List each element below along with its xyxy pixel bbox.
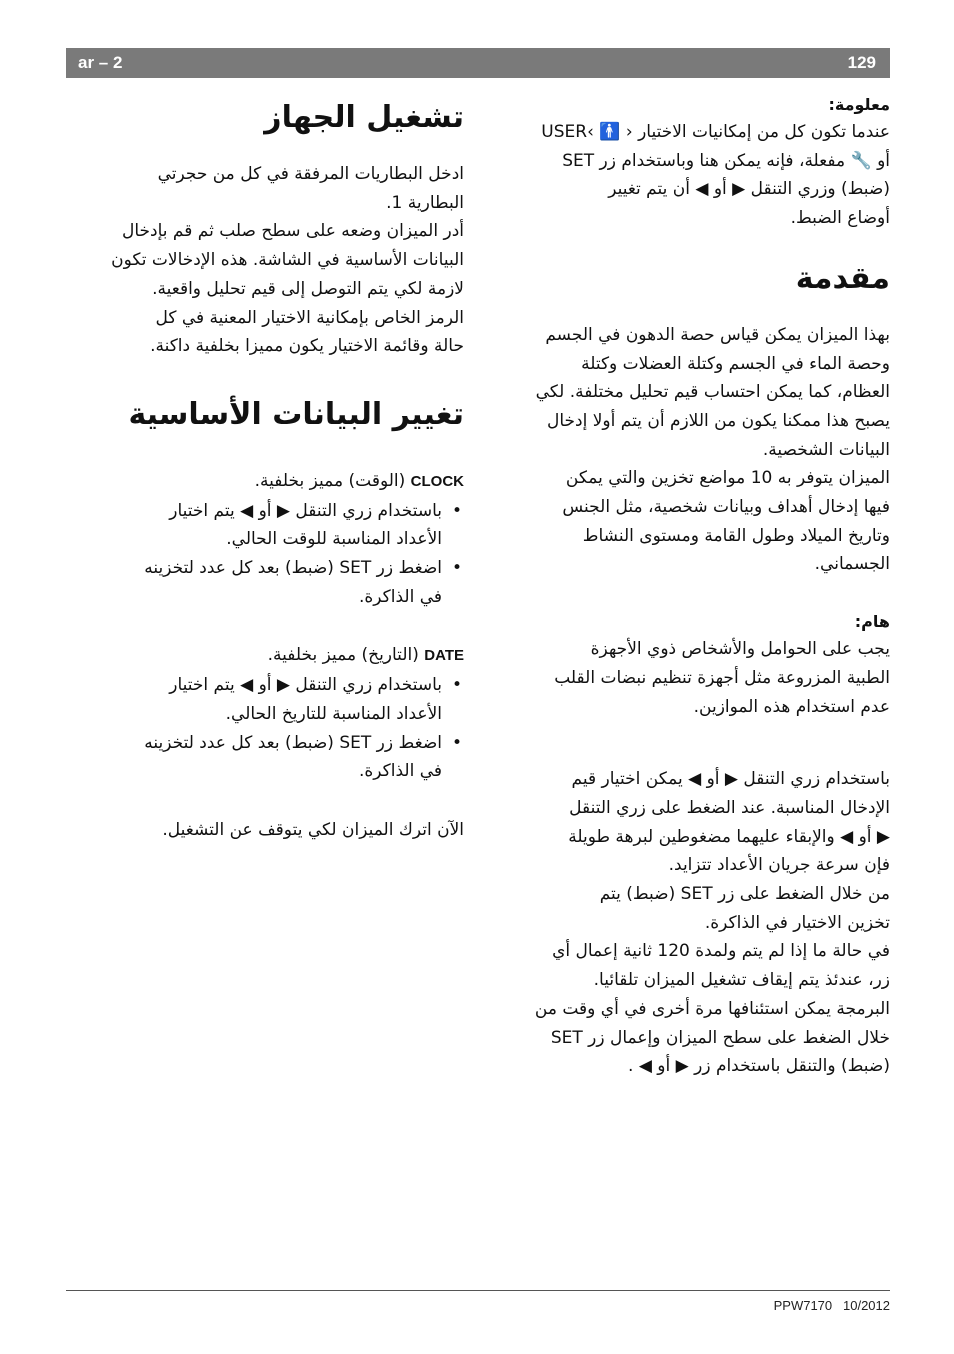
important-line: يجب على الحوامل والأشخاص ذوي الأجهزة [590,639,890,660]
memory-line: الميزان يتوفر به 10 مواضع تخزين والتي يمكن [565,468,890,489]
navigation-line: ▶ أو ◀ والإبقاء عليهما مضغوطين لبرهة طويلة [568,826,890,847]
intro-line: البيانات الشخصية. [762,439,890,460]
clock-bullet-list [66,497,464,612]
clock-keyword: CLOCK [410,472,464,490]
leave-line: الآن اترك الميزان لكي يتوقف عن التشغيل. [162,819,464,840]
info-line: عندما تكون كل من إمكانيات الاختيار ‹ 🚹 ›USER [541,122,890,142]
model-number: PPW7170 [773,1298,833,1313]
info-line: (ضبط) وزري التنقل ▶ أو ◀ أن يتم تغيير [608,179,890,200]
info-line: أوضاع الضبط. [790,208,890,229]
language-code: ar – 2 [78,53,123,72]
list-item: • اضغط زر SET (ضبط) بعد كل عدد لتخزينه في الذاكرة. [66,729,464,786]
resume-line: خلال الضغط على سطح الميزان وإعمال زر SET [550,1027,890,1048]
clock-line [66,467,464,497]
memory-line: وتاريخ الميلاد وطول القامة ومستوى النشاط [582,525,890,546]
symbol-line: الرمز الخاص بإمكانية الاختيار المعنية في كل [155,307,464,328]
memory-line: الجسماني. [814,554,890,575]
store-line: تخزين الاختيار في الذاكرة. [704,912,890,933]
intro-line: بهذا الميزان يمكن قياس حصة الدهون في الجسم [545,324,890,345]
intro-heading: مقدمة [795,260,890,296]
resume-line: (ضبط) والتنقل باستخدام زر ▶ أو ◀ . [628,1056,890,1077]
startup-line: ادخل البطاريات المرفقة في كل من حجرتي [157,164,464,184]
startup-heading: تشغيل الجهاز [264,100,464,135]
left-column [66,92,464,845]
timeout-line: زر، عندئذ يتم إيقاف تشغيل الميزان تلقائيا. [593,970,890,991]
right-column [488,92,890,1081]
clock-text: (الوقت) مميز بخلفية. [254,470,406,491]
list-item: • باستخدام زري التنقل ▶ أو ◀ يتم اختيار الأعداد المناسبة للتاريخ الحالي. [66,671,464,728]
list-item: • باستخدام زري التنقل ▶ أو ◀ يتم اختيار الأعداد المناسبة للوقت الحالي. [66,497,464,554]
rotate-line: لازمة لكي يتم التوصل إلى قيم تحليل واقعية. [152,278,464,299]
info-label: معلومة: [828,95,890,114]
info-line: أو 🔧 مفعلة، فإنه يمكن هنا وباستخدام زر SET [562,150,890,171]
edition-date: 10/2012 [843,1298,890,1313]
resume-line: البرمجة يمكن استئنافها مرة أخرى في أي وقت من [534,998,890,1019]
memory-line: فيها إدخال أهداف وبيانات شخصية، مثل الجنس [562,497,890,518]
date-keyword: DATE [424,647,464,665]
startup-line: البطارية 1. [386,192,464,213]
rotate-line: أدر الميزان وضعه على سطح صلب ثم قم بإدخال [121,221,464,242]
navigation-line: فإن سرعة جريان الأعداد تتزايد. [668,855,890,876]
store-line: من خلال الضغط على زر SET (ضبط) يتم [599,884,890,905]
list-item: • اضغط زر SET (ضبط) بعد كل عدد لتخزينه في الذاكرة. [66,554,464,611]
page-number: 129 [847,53,876,72]
important-line: عدم استخدام هذه الموازين. [693,696,890,717]
footer [774,1298,890,1313]
important-label: هام: [854,612,890,632]
timeout-line: في حالة ما إذا لم يتم ولمدة 120 ثانية إعمال أي [552,941,890,962]
intro-line: وحصة الماء في الجسم وكتلة العضلات وكتلة [581,353,890,374]
basic-data-heading: تغيير البيانات الأساسية [128,396,464,432]
intro-line: العظام، كما يمكن احتساب قيم تحليل مختلفة. لكي [535,382,890,403]
symbol-line: حالة وقائمة الاختيار يكون مميزا بخلفية داكنة. [150,336,464,357]
navigation-line: باستخدام زري التنقل ▶ أو ◀ يمكن اختيار قيم [571,769,890,790]
navigation-line: الإدخال المناسبة. عند الضغط على زري التنقل [569,797,890,818]
footer-divider [66,1290,890,1291]
important-line: الطبية المزروعة مثل أجهزة تنظيم نبضات القلب [554,667,890,688]
date-bullet-list [66,671,464,786]
rotate-line: البيانات الأساسية في الشاشة. هذه الإدخالات تكون [111,250,464,271]
date-text: (التاريخ) مميز بخلفية. [267,645,419,666]
date-line [66,641,464,671]
header-bar [66,48,890,78]
intro-line: يصبح هذا ممكنا يكون من اللازم أن يتم أولا إدخال [546,410,890,431]
